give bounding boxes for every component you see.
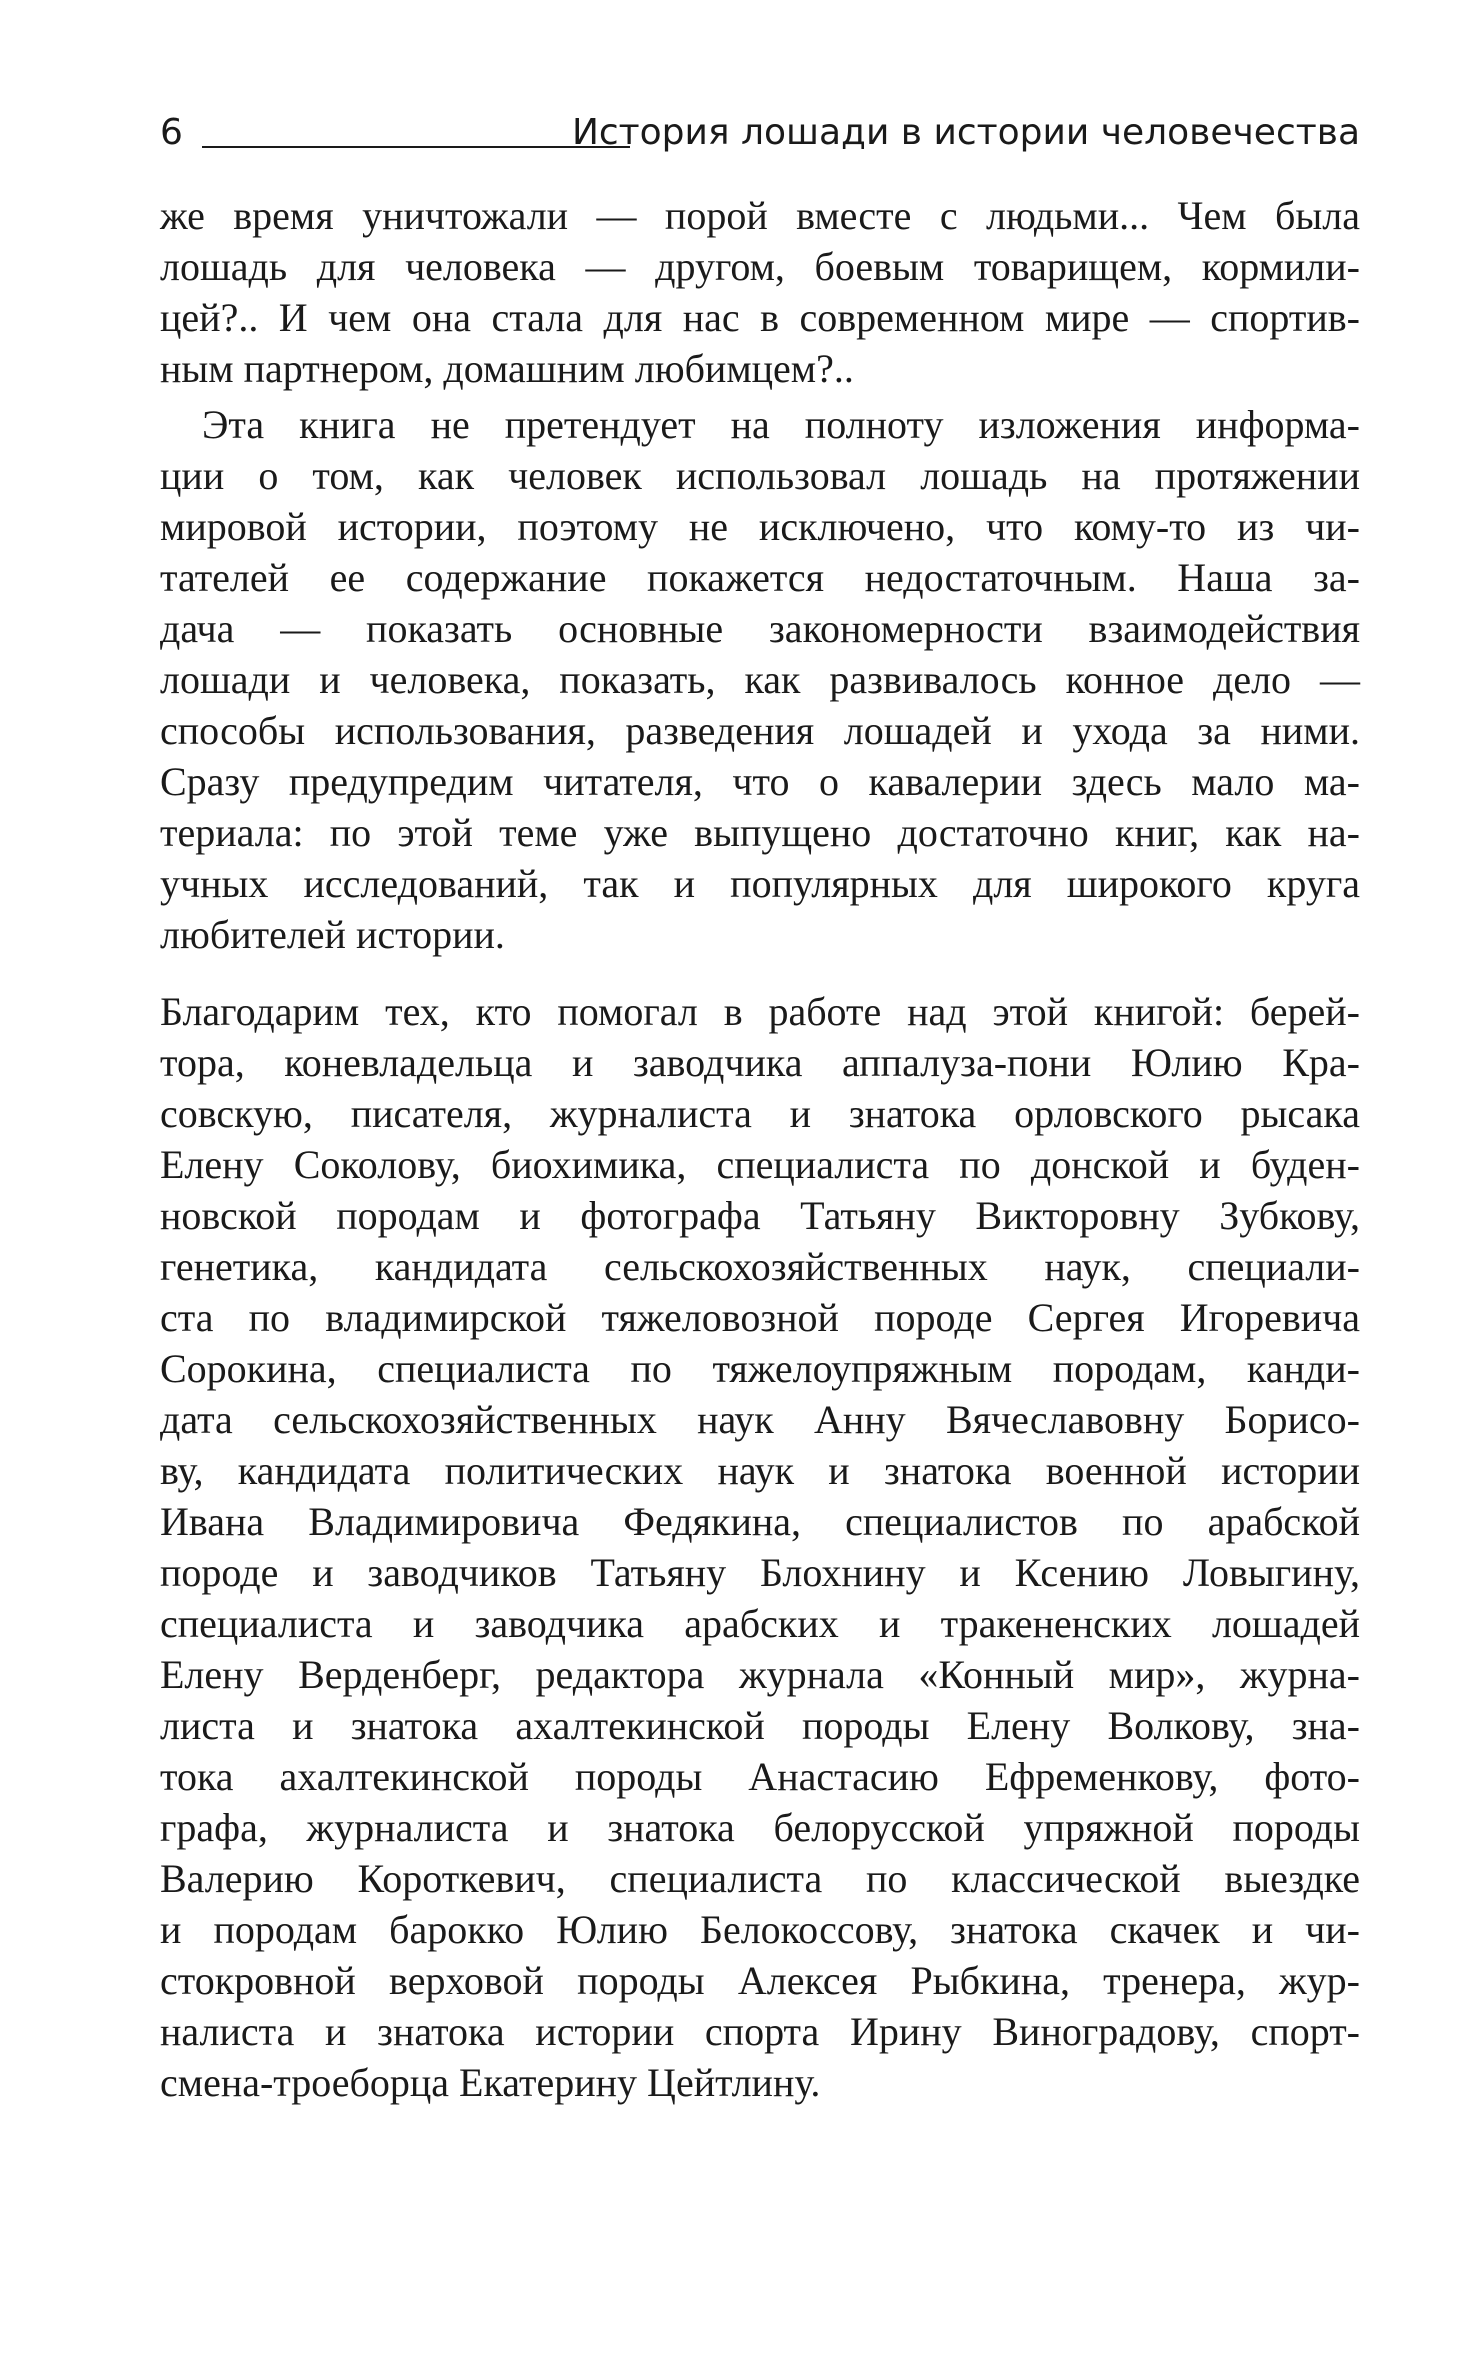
running-title: История лошади в истории человечества <box>571 112 1360 153</box>
text-line: способы использования, разведения лошадей и ухода за ними. <box>160 708 1360 753</box>
text-line: ву, кандидата политических наук и знатока военной истории <box>160 1448 1360 1493</box>
text-line: лошади и человека, показать, как развивалось конное дело — <box>160 657 1360 702</box>
text-line: генетика, кандидата сельскохозяйственных наук, специали- <box>160 1244 1360 1289</box>
text-line: цей?.. И чем она стала для нас в современном мире — спортив- <box>160 295 1360 340</box>
text-line: совскую, писателя, журналиста и знатока орловского рысака <box>160 1091 1360 1136</box>
header-rule <box>202 146 630 148</box>
text-line: дача — показать основные закономерности взаимодействия <box>160 606 1360 651</box>
text-line: налиста и знатока истории спорта Ирину Виноградову, спорт- <box>160 2009 1360 2054</box>
text-line: Елену Соколову, биохимика, специалиста по донской и буден- <box>160 1142 1360 1187</box>
page-number: 6 <box>160 112 183 153</box>
text-line: ста по владимирской тяжеловозной породе Сергея Игоревича <box>160 1295 1360 1340</box>
text-line: Эта книга не претендует на полноту изложения информа- <box>202 402 1360 447</box>
text-line: ным партнером, домашним любимцем?.. <box>160 346 854 391</box>
text-line: Сорокина, специалиста по тяжелоупряжным породам, канди- <box>160 1346 1360 1391</box>
text-line: дата сельскохозяйственных наук Анну Вячеславовну Борисо- <box>160 1397 1360 1442</box>
text-line: Валерию Короткевич, специалиста по классической выездке <box>160 1856 1360 1901</box>
text-line: лошадь для человека — другом, боевым товарищем, кормили- <box>160 244 1360 289</box>
text-line: ции о том, как человек использовал лошадь на протяжении <box>160 453 1360 498</box>
running-head <box>160 108 1360 158</box>
text-block-upper <box>160 190 1360 960</box>
text-line: тока ахалтекинской породы Анастасию Ефременкову, фото- <box>160 1754 1360 1799</box>
text-line: тателей ее содержание покажется недостаточным. Наша за- <box>160 555 1360 600</box>
text-line: и породам барокко Юлию Белокоссову, знатока скачек и чи- <box>160 1907 1360 1952</box>
text-line: новской породам и фотографа Татьяну Викторовну Зубкову, <box>160 1193 1360 1238</box>
text-line: же время уничтожали — порой вместе с людьми... Чем была <box>160 193 1360 238</box>
text-line: териала: по этой теме уже выпущено достаточно книг, как на- <box>160 810 1360 855</box>
text-line: учных исследований, так и популярных для широкого круга <box>160 861 1360 906</box>
text-line: специалиста и заводчика арабских и тракененских лошадей <box>160 1601 1360 1646</box>
text-line: тора, коневладельца и заводчика аппалуза-пони Юлию Кра- <box>160 1040 1360 1085</box>
text-line: Ивана Владимировича Федякина, специалистов по арабской <box>160 1499 1360 1544</box>
text-line: мировой истории, поэтому не исключено, что кому-то из чи- <box>160 504 1360 549</box>
text-line: графа, журналиста и знатока белорусской упряжной породы <box>160 1805 1360 1850</box>
paragraph-purpose <box>160 399 1360 960</box>
text-line: породе и заводчиков Татьяну Блохнину и Ксению Ловыгину, <box>160 1550 1360 1595</box>
text-line: любителей истории. <box>160 912 505 957</box>
acknowledgements <box>160 986 1360 2108</box>
text-line: Сразу предупредим читателя, что о кавалерии здесь мало ма- <box>160 759 1360 804</box>
text-line: Елену Верденберг, редактора журнала «Конный мир», журна- <box>160 1652 1360 1697</box>
text-line: Благодарим тех, кто помогал в работе над этой книгой: берей- <box>160 989 1360 1034</box>
text-line: смена-троеборца Екатерину Цейтлину. <box>160 2060 821 2105</box>
text-line: стокровной верховой породы Алексея Рыбкина, тренера, жур- <box>160 1958 1360 2003</box>
paragraph-continuation <box>160 190 1360 394</box>
text-line: листа и знатока ахалтекинской породы Елену Волкову, зна- <box>160 1703 1360 1748</box>
